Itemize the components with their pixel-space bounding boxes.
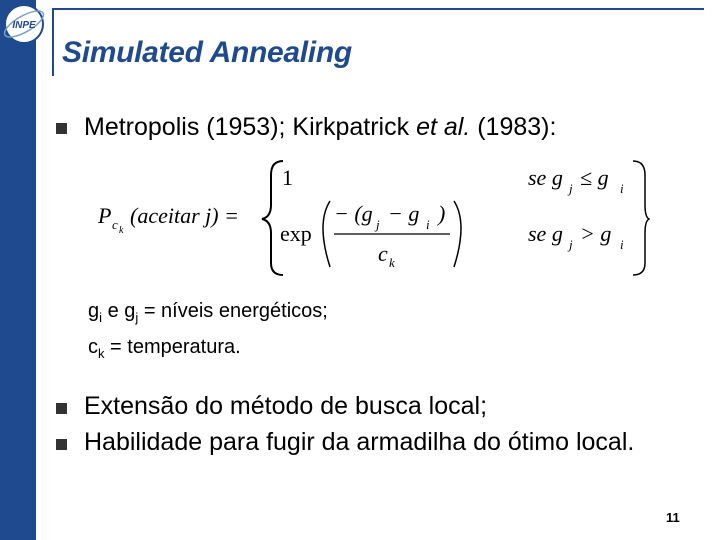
case2-numerator: − (g <box>334 201 373 226</box>
bullet-escape-local-optimum: Habilidade para fugir da armadilha do ótimo local. <box>84 428 635 456</box>
bullet-text-post: (1983): <box>470 113 557 141</box>
svg-text:INPE: INPE <box>12 20 36 31</box>
case2-numerator-mid: − g <box>388 201 420 226</box>
formula-lhs: P <box>98 203 112 228</box>
bullet-text-pre: Metropolis (1953); Kirkpatrick <box>84 113 417 141</box>
inpe-logo <box>0 0 58 48</box>
def-energy-text: = níveis energéticos; <box>138 300 328 322</box>
formula-lhs-arg: (aceitar j) = <box>130 203 239 228</box>
formula-lhs-sub: c <box>112 217 118 232</box>
bullet-metropolis <box>84 113 556 142</box>
case2-cond-sub-left: j <box>569 237 573 252</box>
left-brace <box>262 161 283 275</box>
def-g: g <box>88 300 100 322</box>
def-c-sub-k: k <box>98 346 105 361</box>
case2-numerator-close: ) <box>438 201 446 226</box>
case1-value: 1 <box>282 165 293 190</box>
def-g-sub-j: j <box>135 310 139 325</box>
def-temperature-text: = temperatura. <box>104 336 241 358</box>
case2-cond-left: se g <box>528 221 563 246</box>
case1-cond-sub-right: i <box>620 181 624 196</box>
title-frame-vertical <box>52 8 54 76</box>
acceptance-formula <box>90 155 650 280</box>
case1-cond-sub-left: j <box>569 181 573 196</box>
formula-lhs-subsub: k <box>119 225 124 236</box>
def-c: c <box>88 336 98 358</box>
def-g-sub-i: i <box>99 310 103 325</box>
right-brace <box>633 161 649 275</box>
bullet-marker <box>56 439 67 450</box>
slide-title: Simulated Annealing <box>62 36 352 69</box>
case2-cond-op: > g <box>580 221 612 246</box>
case2-numerator-sub-j: j <box>376 217 380 232</box>
page-number: 11 <box>666 510 680 525</box>
left-accent-bar <box>0 0 36 540</box>
bullet-marker <box>56 123 67 134</box>
exp-open-paren <box>323 201 330 267</box>
title-frame-horizontal <box>52 8 704 10</box>
case2-denominator-sub: k <box>389 255 395 270</box>
case1-cond-op: ≤ g <box>580 165 609 190</box>
definition-energy-levels <box>88 300 328 325</box>
bullet-text-etal: et al. <box>416 113 471 141</box>
exp-close-paren <box>454 201 461 267</box>
bullet-local-search: Extensão do método de busca local; <box>84 392 488 420</box>
definition-temperature <box>88 336 241 361</box>
case1-cond-left: se g <box>528 165 563 190</box>
case2-denominator: c <box>378 241 388 266</box>
case2-exp: exp <box>280 221 312 246</box>
bullet-marker <box>56 403 67 414</box>
case2-cond-sub-right: i <box>620 237 624 252</box>
case2-numerator-sub-i: i <box>426 217 430 232</box>
def-e-g: e g <box>102 300 136 322</box>
